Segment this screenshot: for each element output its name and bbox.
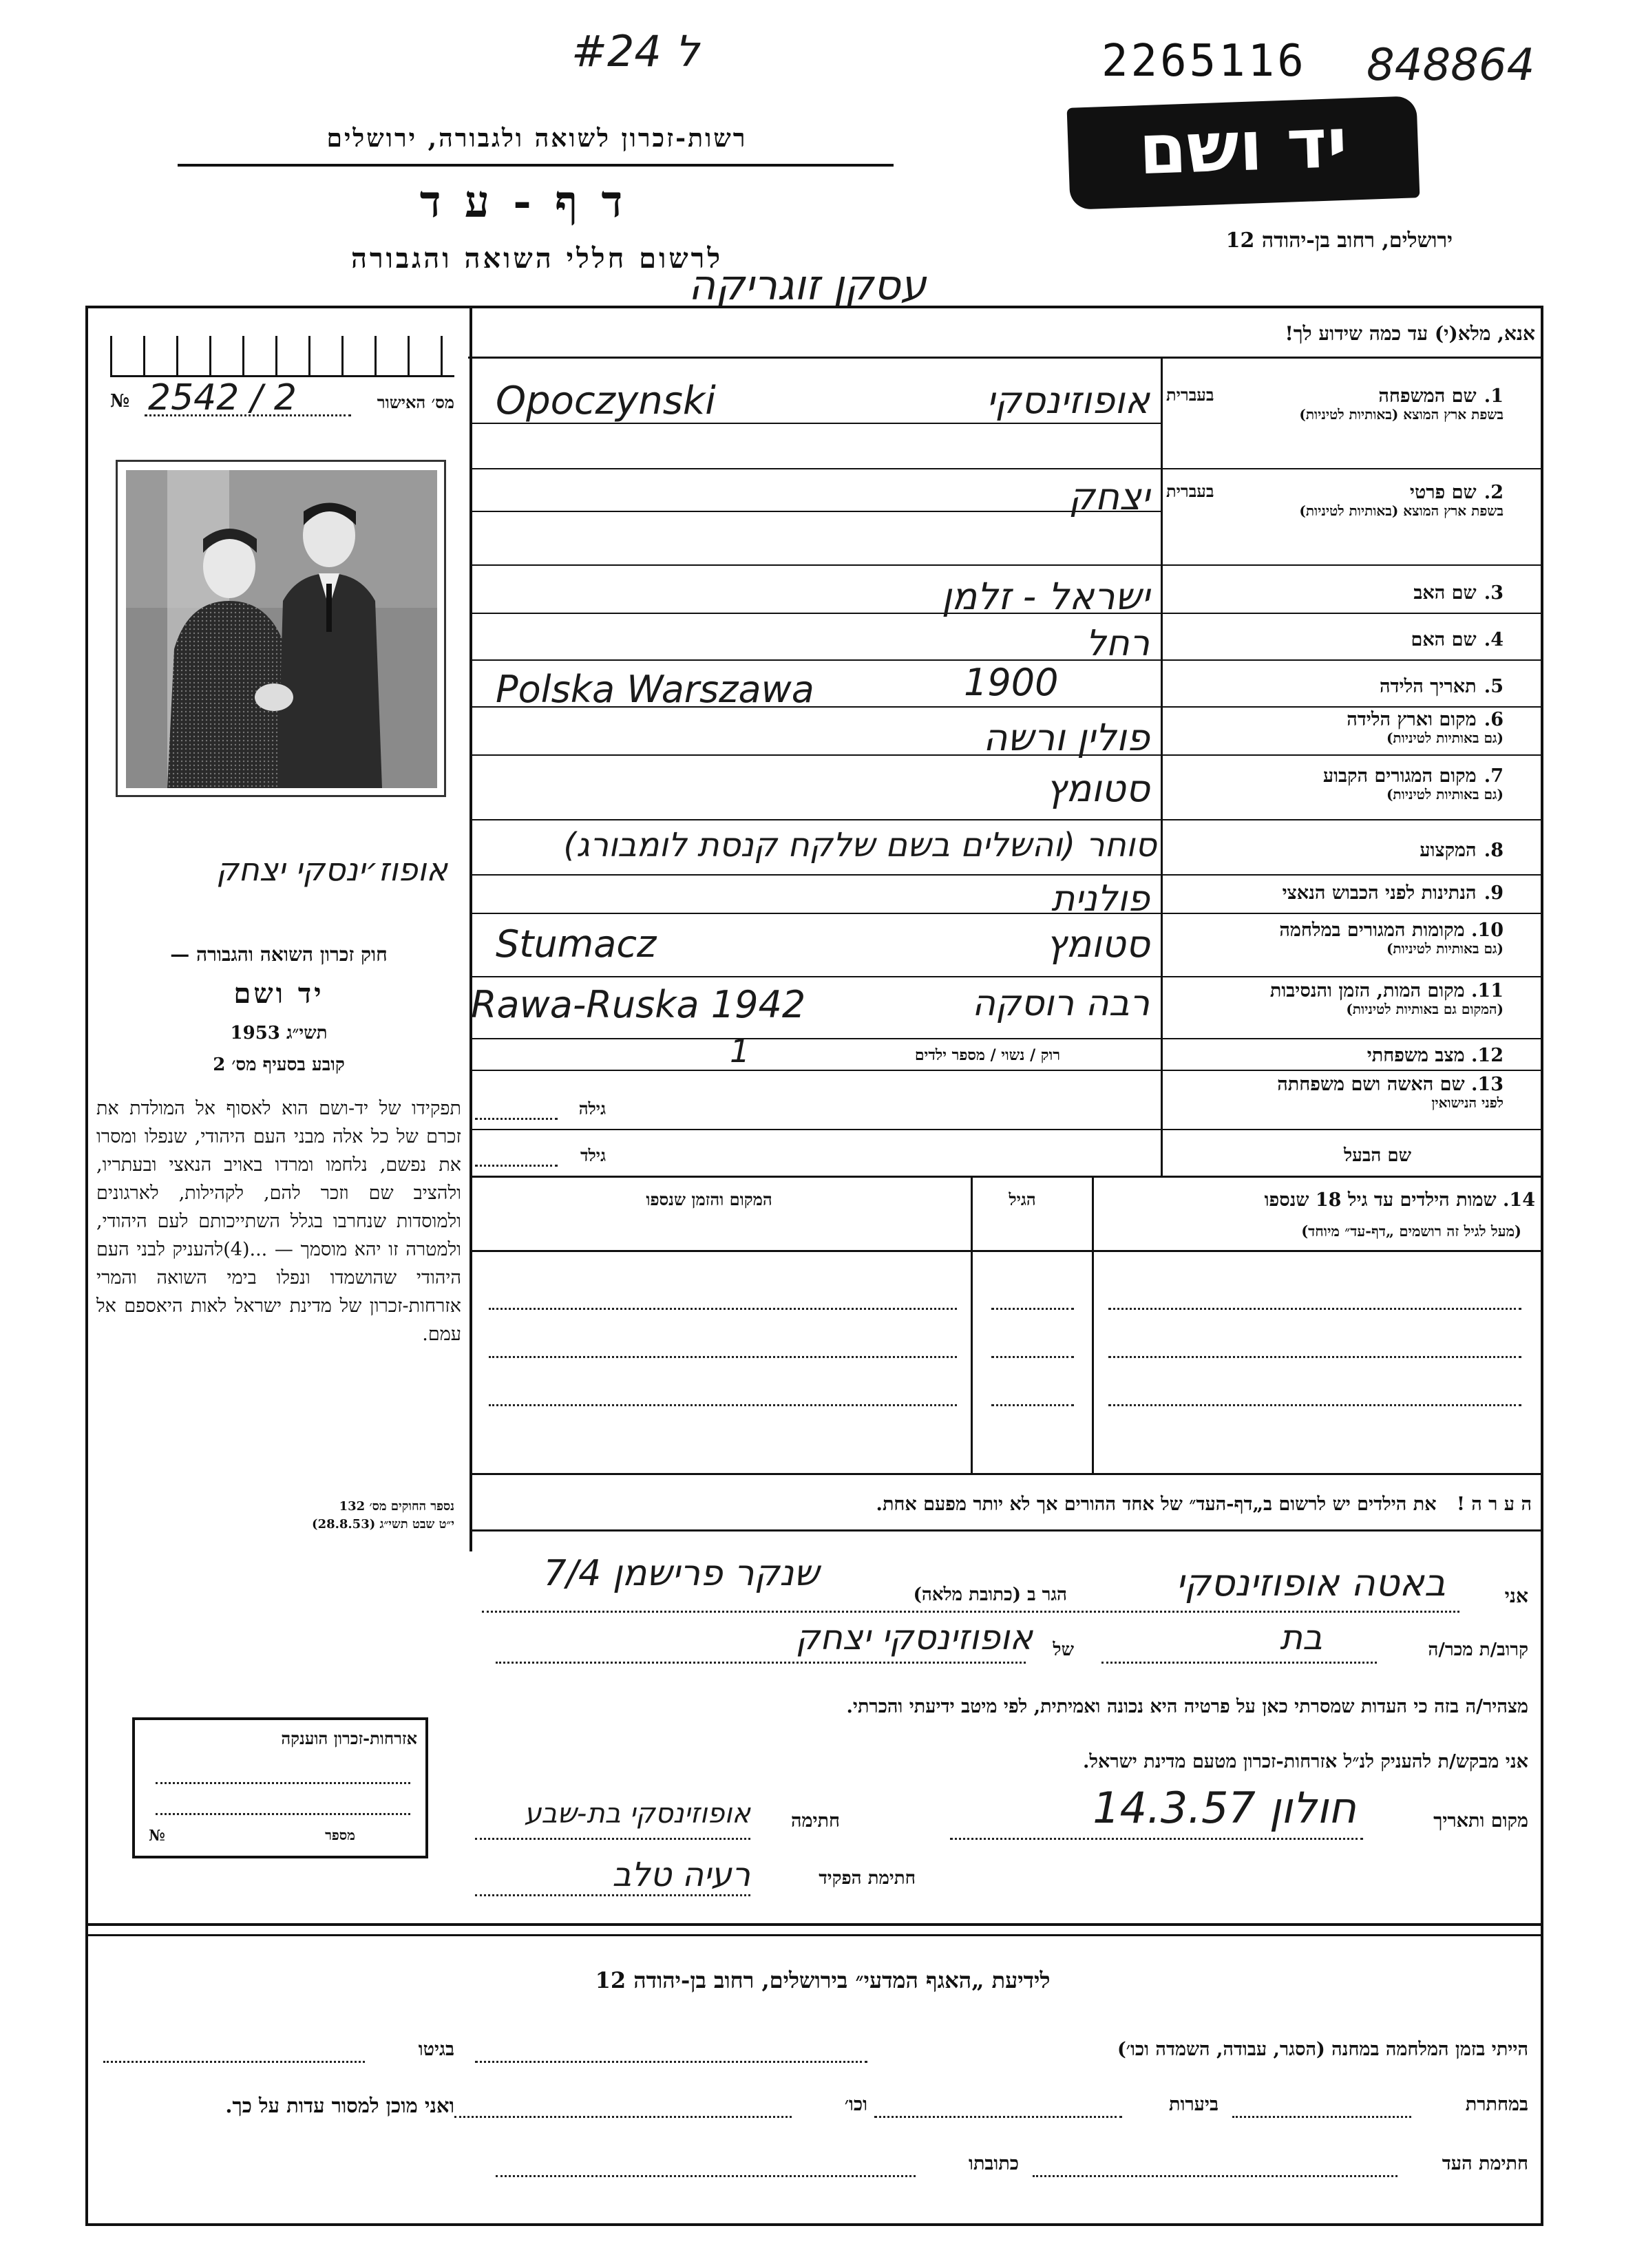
footer-l3-line-2 bbox=[496, 2175, 916, 2177]
field-number: 3. bbox=[1484, 582, 1504, 604]
portrait-photo bbox=[116, 460, 446, 797]
row-line-11 bbox=[471, 1038, 1541, 1039]
row-line-2 bbox=[471, 564, 1541, 566]
children-vdiv-2 bbox=[971, 1177, 973, 1473]
footer-l3-b: כתובתו bbox=[969, 2153, 1019, 2174]
field-label-2 bbox=[1166, 482, 1504, 519]
children-title: שמות הילדים עד גיל 18 שנספו bbox=[1264, 1189, 1497, 1211]
gilad-line bbox=[475, 1165, 558, 1167]
footer-l1-a: הייתי בזמן המלחמה במחנה (הסגר, עבודה, השמדה וכו׳) bbox=[1117, 2039, 1528, 2060]
footer-l2-b: ביערות bbox=[1168, 2094, 1219, 2115]
footer-rule-2 bbox=[85, 1934, 1543, 1936]
of-line bbox=[496, 1662, 1026, 1664]
authority-underline bbox=[178, 164, 894, 167]
field-number: 9. bbox=[1484, 882, 1504, 904]
row-line-13 bbox=[1162, 1129, 1541, 1130]
gila-label: גילה bbox=[578, 1099, 606, 1119]
given-name-hebrew: יצחק bbox=[1068, 475, 1150, 518]
footer-l2-line-2 bbox=[874, 2116, 1122, 2118]
field-label-text: שם האם bbox=[1411, 629, 1477, 650]
field-label-text: מקומות המגורים במלחמה bbox=[1279, 920, 1465, 941]
kin-line bbox=[1101, 1662, 1377, 1664]
field-label-8 bbox=[1166, 840, 1504, 861]
field-sub: בשפת ארץ המוצא (באותיות לטיניות) bbox=[1299, 406, 1504, 423]
field-label-6 bbox=[1166, 709, 1504, 746]
wartime-residence-hebrew: סטומץ bbox=[1046, 922, 1150, 966]
certificate-title: אזרחות-זכרון הוענקה bbox=[281, 1728, 417, 1748]
handwritten-number: 848864 bbox=[1367, 40, 1535, 91]
field-number: 7. bbox=[1484, 765, 1504, 787]
field-language-note: בעברית bbox=[1166, 385, 1214, 405]
header-address: ירושלים, רחוב בן-יהודה 12 bbox=[1225, 229, 1453, 253]
children-vdiv-1 bbox=[1092, 1177, 1094, 1473]
certificate-line-2 bbox=[156, 1813, 410, 1815]
col-age: הגיל bbox=[1009, 1189, 1036, 1209]
row-line-12 bbox=[471, 1070, 1541, 1071]
law-reference-2: י״ט שבט תשי״ג (28.8.53) bbox=[312, 1517, 454, 1532]
note-top-line bbox=[471, 1473, 1541, 1475]
row-line-7 bbox=[471, 819, 1541, 820]
field-label-10 bbox=[1166, 920, 1504, 957]
certificate-line-1 bbox=[156, 1782, 410, 1784]
note-body: את הילדים יש לרשום ב„דף-העד״ של אחד ההורים אך לא יותר מפעם אחת. bbox=[876, 1494, 1437, 1515]
note-label: ה ע ר ה ! bbox=[1456, 1494, 1532, 1515]
field-label-11 bbox=[1166, 980, 1504, 1017]
law-reference-1: נספר החוקים מס׳ 132 bbox=[339, 1499, 454, 1514]
field-number: 6. bbox=[1484, 709, 1504, 730]
law-section: קובע בסעיף מס׳ 2 bbox=[213, 1054, 345, 1075]
footer-l2-c: וכו׳ bbox=[844, 2094, 867, 2115]
place-date-value: חולון 14.3.57 bbox=[1093, 1783, 1356, 1833]
witness-line-1 bbox=[482, 1611, 1459, 1613]
footer-l3-a: חתימת העד bbox=[1442, 2153, 1528, 2174]
field-label-text: מקום המות, הזמן והנסיבות bbox=[1269, 980, 1465, 1001]
child-place-line-3 bbox=[489, 1404, 957, 1406]
labels-divider bbox=[1161, 358, 1163, 1177]
field-label-3 bbox=[1166, 582, 1504, 604]
child-row-line-1 bbox=[1108, 1308, 1521, 1310]
field-label-4 bbox=[1166, 629, 1504, 650]
law-year: תשי״ג 1953 bbox=[230, 1023, 328, 1043]
photo-caption: אופוז׳ינסקי יצחק bbox=[216, 851, 447, 888]
children-header-line bbox=[471, 1250, 1541, 1252]
field-label-text: שם פרטי bbox=[1409, 482, 1477, 503]
field-number: 4. bbox=[1484, 629, 1504, 650]
law-logo: יד ושם bbox=[233, 977, 324, 1010]
birth-year: 1900 bbox=[964, 661, 1059, 704]
husband-label: שם הבעל bbox=[1343, 1145, 1411, 1166]
witness-ani: אני bbox=[1504, 1585, 1528, 1607]
mother-name: רחל bbox=[1086, 623, 1150, 664]
field-sub: (גם באותיות לטיניות) bbox=[1386, 730, 1504, 747]
footer-l3-line-1 bbox=[1033, 2175, 1397, 2177]
authority-title: רשות-זכרון לשואה ולגבורה, ירושלים bbox=[326, 124, 748, 153]
field-sub: בשפת ארץ המוצא (באותיות לטיניות) bbox=[1299, 502, 1504, 520]
wartime-residence-latin: Stumacz bbox=[496, 922, 657, 966]
field-label-13 bbox=[1166, 1074, 1504, 1111]
row-line-8 bbox=[471, 874, 1541, 876]
kin-label: קרוב/ת מכר/ה bbox=[1428, 1640, 1528, 1660]
footer-l2-line-1 bbox=[1232, 2116, 1411, 2118]
child-age-line-2 bbox=[991, 1356, 1074, 1358]
field-number: 8. bbox=[1484, 840, 1504, 861]
field-number: 13. bbox=[1471, 1074, 1504, 1095]
ticker-marks bbox=[110, 336, 454, 377]
field-label-text: שם האב bbox=[1413, 582, 1477, 604]
place-date-line bbox=[950, 1838, 1363, 1840]
clerk-line bbox=[475, 1894, 750, 1896]
approval-label: מס׳ האישור bbox=[377, 392, 454, 412]
note-bottom-line bbox=[471, 1529, 1541, 1532]
birth-place-latin: Polska Warszawa bbox=[496, 668, 814, 711]
marital-options: רוק / נשוי / מספר ילדים bbox=[914, 1046, 1060, 1064]
death-place-latin: Rawa-Ruska 1942 bbox=[471, 983, 806, 1026]
left-panel-divider bbox=[470, 306, 472, 1551]
children-num: 14. bbox=[1503, 1189, 1535, 1211]
approval-number: 2542 / 2 bbox=[148, 377, 297, 418]
place-date-label: מקום ותאריך bbox=[1433, 1810, 1528, 1832]
field-number: 10. bbox=[1471, 920, 1504, 941]
field-number: 5. bbox=[1484, 676, 1504, 697]
of-label: של bbox=[1053, 1640, 1074, 1660]
clerk-signature: רעיה טלב bbox=[612, 1856, 750, 1894]
footer-l2-a: במחתרת bbox=[1465, 2094, 1528, 2115]
field-number: 1. bbox=[1484, 385, 1504, 407]
witness-address: שנקר פרישמן 7/4 bbox=[543, 1553, 819, 1594]
form-title: ד ף - ע ד bbox=[419, 176, 627, 228]
field-label-7 bbox=[1166, 765, 1504, 803]
field-label-5 bbox=[1166, 676, 1504, 697]
number-symbol: № bbox=[110, 391, 130, 412]
row-line-husband bbox=[471, 1176, 1541, 1178]
gilad-label: גילד bbox=[580, 1145, 606, 1165]
footer-l2-d: ואני מוכן למסור עדות על כך. bbox=[225, 2094, 454, 2117]
death-place-hebrew: רבה רוסקה bbox=[971, 983, 1150, 1024]
field-sub: (המקום גם באותיות לטיניות) bbox=[1346, 1001, 1504, 1018]
witness-address-label: הגר ב (כתובת מלאה) bbox=[913, 1585, 1067, 1605]
nationality: פולנית bbox=[1051, 878, 1150, 920]
field-number: 12. bbox=[1471, 1045, 1504, 1066]
row-line-10 bbox=[471, 976, 1541, 977]
footer-l1-b: בגיטו bbox=[418, 2039, 454, 2060]
form-subtitle: לרשום חללי השואה והגבורה bbox=[350, 242, 724, 275]
signature-line bbox=[475, 1838, 750, 1840]
row-line-1 bbox=[471, 468, 1541, 469]
field-sub: (גם באותיות לטיניות) bbox=[1386, 786, 1504, 803]
children-sub: (מעל לגיל זה רושמים „דף-עד״ מיוחד) bbox=[1301, 1222, 1521, 1240]
handwritten-header: עסקן זוגריקה bbox=[688, 262, 927, 310]
law-text: תפקידו של יד-ושם הוא לאסוף אל המולדת את זכרם של כל אלה מבני העם היהודי, שנפלו ומסרו את נפשם, נלחמו ומרדו באויב הנאצי ובעתריו, ולהציב שם וזכר להם, לקהילות, לארגונים ולמוסדות שנחרבו בגלל השתייכותם לעם היהודי, ולמטרה זו יהא מוסמך — ...(4)להעניק לבני העם היהודי שהושמדו ונפלו בימי השואה והמרי אזרחות-זכרון של מדינת ישראל לאות היאספם אל עמם. bbox=[96, 1098, 461, 1346]
field-label-text: מקום המגורים הקבוע bbox=[1322, 765, 1477, 787]
field-sub: לפני הנישואין bbox=[1431, 1094, 1504, 1112]
request: אני מבקש/ת להעניק לנ״ל אזרחות-זכרון מטעם מדינת ישראל. bbox=[1083, 1751, 1528, 1772]
field-language-note: בעברית bbox=[1166, 481, 1214, 501]
approval-number-line bbox=[145, 414, 351, 416]
of-value: אופוזינסקי יצחק bbox=[795, 1618, 1033, 1657]
field-label-text: המקצוע bbox=[1420, 840, 1477, 861]
gila-line bbox=[475, 1118, 558, 1120]
child-row-line-3 bbox=[1108, 1404, 1521, 1406]
intro-line: אנא, מלא(י) עד כמה שידוע לך! bbox=[1285, 322, 1535, 345]
footer-l1-line-2 bbox=[103, 2061, 365, 2063]
child-place-line-2 bbox=[489, 1356, 957, 1358]
father-name: ישראל - זלמן bbox=[941, 575, 1150, 618]
children-label bbox=[1095, 1189, 1535, 1211]
profession: סוחר (והשלים בשם שלקח קנסת לומבורג) bbox=[563, 826, 1157, 865]
clerk-label: חתימת הפקיד bbox=[819, 1868, 916, 1889]
certificate-number-label: מספר bbox=[325, 1827, 355, 1843]
child-age-line-1 bbox=[991, 1308, 1074, 1310]
col-place: המקום והזמן שנספו bbox=[646, 1189, 772, 1209]
field-number: 11. bbox=[1471, 980, 1504, 1001]
field-label-text: הנתינות לפני הכבוש הנאצי bbox=[1282, 882, 1477, 904]
certificate-number-symbol: № bbox=[149, 1827, 165, 1845]
law-title: חוק זכרון השואה והגבורה — bbox=[170, 943, 388, 966]
kin-value: בת bbox=[1280, 1618, 1322, 1657]
field-label-9 bbox=[1166, 882, 1504, 904]
birth-place-hebrew: פולין ורשה bbox=[983, 716, 1150, 759]
field-label-1 bbox=[1166, 385, 1504, 423]
footer-l2-line-3 bbox=[454, 2116, 792, 2118]
signature-value: אופוזינסקי בת-שבע bbox=[524, 1798, 750, 1830]
field-label-12 bbox=[1166, 1045, 1504, 1066]
surname-hebrew: אופוזינסקי bbox=[986, 379, 1150, 422]
footer-l1-line-1 bbox=[475, 2061, 867, 2063]
certificate-box bbox=[132, 1717, 428, 1858]
field-label-text: תאריך הלידה bbox=[1380, 676, 1477, 697]
field-sub: (גם באותיות לטיניות) bbox=[1386, 940, 1504, 957]
signature-label: חתימה bbox=[790, 1810, 840, 1832]
intro-rule bbox=[468, 357, 1541, 359]
serial-number: 2265116 bbox=[1101, 36, 1307, 87]
child-row-line-2 bbox=[1108, 1356, 1521, 1358]
marital-hand: 1 bbox=[730, 1032, 750, 1070]
yad-vashem-logo: יד ושם bbox=[1067, 96, 1420, 210]
witness-name: באטה אופוזינסקי bbox=[1176, 1561, 1446, 1604]
field-label-text: שם האשה ושם משפחתה bbox=[1277, 1074, 1465, 1095]
declaration: מצהיר/ה בזה כי העדות שמסרתי כאן על פרטיה היא נכונה ואמיתית, לפי מיטב ידיעתי והכרתי. bbox=[846, 1696, 1528, 1717]
note-text bbox=[482, 1494, 1532, 1515]
child-age-line-3 bbox=[991, 1404, 1074, 1406]
field-number: 2. bbox=[1484, 482, 1504, 503]
top-left-note: ל #24 bbox=[571, 26, 699, 76]
surname-latin: Opoczynski bbox=[496, 379, 716, 423]
row-line-gila bbox=[471, 1129, 1162, 1130]
field-label-text: מקום וארץ הלידה bbox=[1347, 709, 1477, 730]
child-place-line-1 bbox=[489, 1308, 957, 1310]
field-label-text: שם המשפחה bbox=[1378, 385, 1477, 407]
footer-title: לידיעת „האגף המדעי״ בירושלים, רחוב בן-יהודה 12 bbox=[595, 1967, 1051, 1993]
residence: סטומץ bbox=[1046, 767, 1150, 810]
field-label-text: מצב משפחתי bbox=[1367, 1045, 1465, 1066]
photo-illustration bbox=[126, 470, 437, 788]
footer-rule-1 bbox=[85, 1923, 1543, 1926]
